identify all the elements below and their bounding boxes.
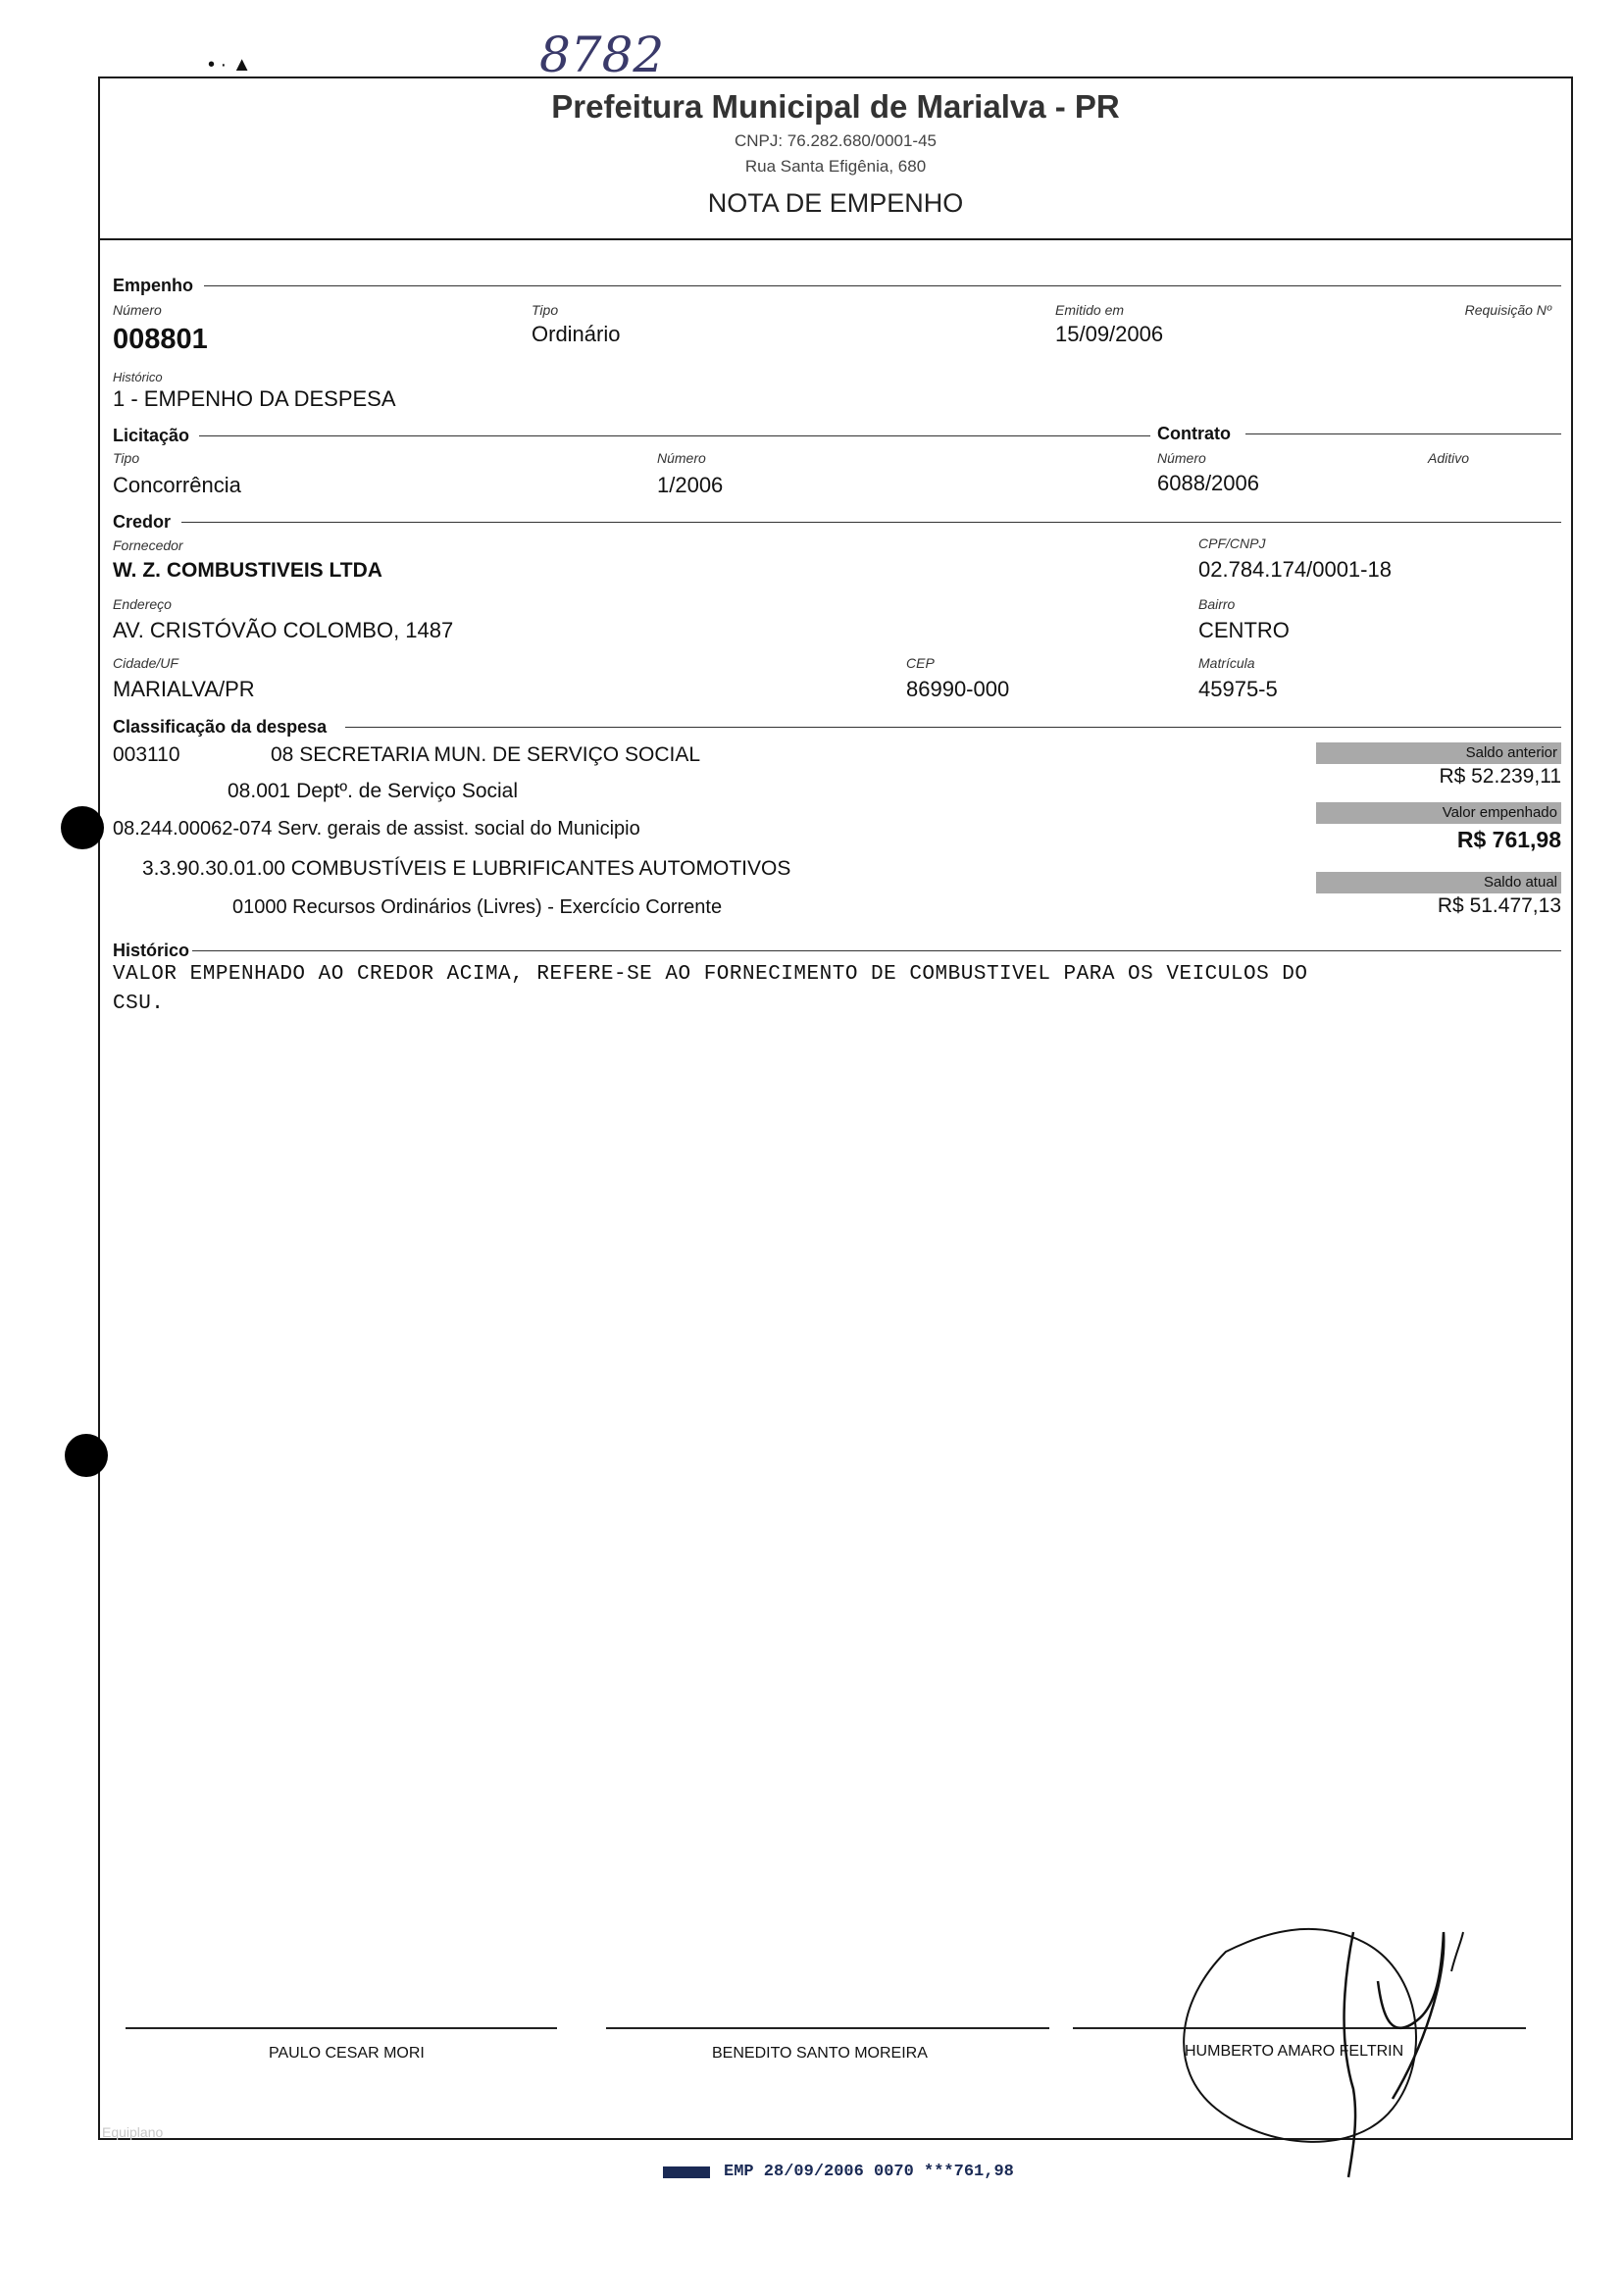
- svg-text:8782: 8782: [539, 26, 665, 83]
- contrato-aditivo-label: Aditivo: [1428, 450, 1470, 466]
- empenho-section-line: [204, 285, 1561, 286]
- emitido-date: 15/09/2006: [1055, 322, 1164, 346]
- empenho-tipo: Ordinário: [532, 322, 621, 346]
- classificacao-line-5: 01000 Recursos Ordinários (Livres) - Exercício Corrente: [232, 896, 723, 918]
- contrato-numero: 6088/2006: [1157, 471, 1259, 495]
- licitacao-tipo: Concorrência: [113, 473, 241, 497]
- bairro: CENTRO: [1198, 618, 1290, 642]
- contrato-section-label: Contrato: [1157, 424, 1231, 443]
- header-separator: [98, 238, 1573, 240]
- licitacao-numero: 1/2006: [657, 473, 724, 497]
- licitacao-tipo-label: Tipo: [113, 450, 140, 466]
- empenho-historico-label: Histórico: [113, 370, 163, 384]
- historico-section-label: Histórico: [113, 941, 190, 960]
- cidade-label: Cidade/UF: [113, 655, 178, 671]
- handwritten-number: [530, 25, 706, 83]
- empenho-numero: 008801: [113, 324, 208, 355]
- classificacao-section-label: Classificação da despesa: [113, 717, 328, 737]
- software-watermark: Equiplano: [102, 2124, 164, 2140]
- credor-section-line: [181, 522, 1561, 523]
- classificacao-line-3: 08.244.00062-074 Serv. gerais de assist. social do Municipio: [113, 818, 640, 840]
- signature-line-2: [606, 2027, 1049, 2029]
- signatory-2: BENEDITO SANTO MOREIRA: [712, 2045, 928, 2062]
- fornecedor-name: W. Z. COMBUSTIVEIS LTDA: [113, 559, 382, 582]
- fornecedor-label: Fornecedor: [113, 537, 183, 553]
- contrato-numero-label: Número: [1157, 450, 1206, 466]
- licitacao-section-line: [199, 435, 1150, 436]
- stamp-logo: [663, 2166, 710, 2178]
- empenho-section-label: Empenho: [113, 276, 194, 295]
- page-title: Prefeitura Municipal de Marialva - PR: [551, 88, 1120, 125]
- saldo-atual-value: R$ 51.477,13: [1437, 894, 1561, 917]
- binder-hole-bottom: [65, 1434, 108, 1477]
- endereco: AV. CRISTÓVÃO COLOMBO, 1487: [113, 618, 454, 642]
- header: [98, 88, 1573, 219]
- document-title: NOTA DE EMPENHO: [707, 188, 964, 218]
- historico-line-2: CSU.: [113, 993, 165, 1015]
- signature-line-1: [126, 2027, 557, 2029]
- cpf-cnpj: 02.784.174/0001-18: [1198, 557, 1392, 582]
- endereco-label: Endereço: [113, 596, 172, 612]
- historico-section-line: [192, 950, 1561, 951]
- classificacao-code: 003110: [113, 743, 180, 766]
- signatory-1: PAULO CESAR MORI: [269, 2045, 425, 2062]
- credor-section-label: Credor: [113, 512, 172, 532]
- bairro-label: Bairro: [1198, 596, 1236, 612]
- requisicao-label: Requisição Nº: [1464, 302, 1551, 318]
- cnpj-text: CNPJ: 76.282.680/0001-45: [734, 131, 938, 150]
- address-text: Rua Santa Efigênia, 680: [744, 157, 927, 176]
- valor-empenhado-label: Valor empenhado: [1316, 802, 1561, 824]
- saldo-anterior-label: Saldo anterior: [1316, 742, 1561, 764]
- print-stamp: [663, 2163, 1014, 2181]
- handwritten-signature: [1157, 1893, 1491, 2187]
- stamp-text: EMP 28/09/2006 0070 ***761,98: [724, 2163, 1014, 2181]
- licitacao-numero-label: Número: [657, 450, 706, 466]
- corner-marks: • · ▲: [208, 54, 252, 76]
- empenho-historico: 1 - EMPENHO DA DESPESA: [113, 386, 396, 411]
- empenho-tipo-label: Tipo: [532, 302, 559, 318]
- saldo-atual-label: Saldo atual: [1316, 872, 1561, 893]
- binder-hole-top: [61, 806, 104, 849]
- historico-line-1: VALOR EMPENHADO AO CREDOR ACIMA, REFERE-SE AO FORNECIMENTO DE COMBUSTIVEL PARA OS VEICULOS DO: [113, 963, 1308, 986]
- cidade: MARIALVA/PR: [113, 677, 255, 701]
- empenho-numero-label: Número: [113, 302, 162, 318]
- cep: 86990-000: [906, 677, 1010, 701]
- valor-empenhado-value: R$ 761,98: [1456, 827, 1561, 852]
- matricula-label: Matrícula: [1198, 655, 1255, 671]
- contrato-section-line: [1245, 433, 1561, 434]
- classificacao-line-1: 08 SECRETARIA MUN. DE SERVIÇO SOCIAL: [271, 743, 701, 766]
- classificacao-section-line: [345, 727, 1561, 728]
- classificacao-line-4: 3.3.90.30.01.00 COMBUSTÍVEIS E LUBRIFICANTES AUTOMOTIVOS: [142, 857, 791, 880]
- licitacao-section-label: Licitação: [113, 426, 190, 445]
- emitido-label: Emitido em: [1055, 302, 1125, 318]
- classificacao-line-2: 08.001 Deptº. de Serviço Social: [228, 780, 519, 802]
- matricula: 45975-5: [1198, 677, 1278, 701]
- saldo-anterior-value: R$ 52.239,11: [1439, 765, 1561, 788]
- cpf-cnpj-label: CPF/CNPJ: [1198, 535, 1266, 551]
- cep-label: CEP: [906, 655, 935, 671]
- signatory-3: HUMBERTO AMARO FELTRIN: [1185, 2043, 1404, 2060]
